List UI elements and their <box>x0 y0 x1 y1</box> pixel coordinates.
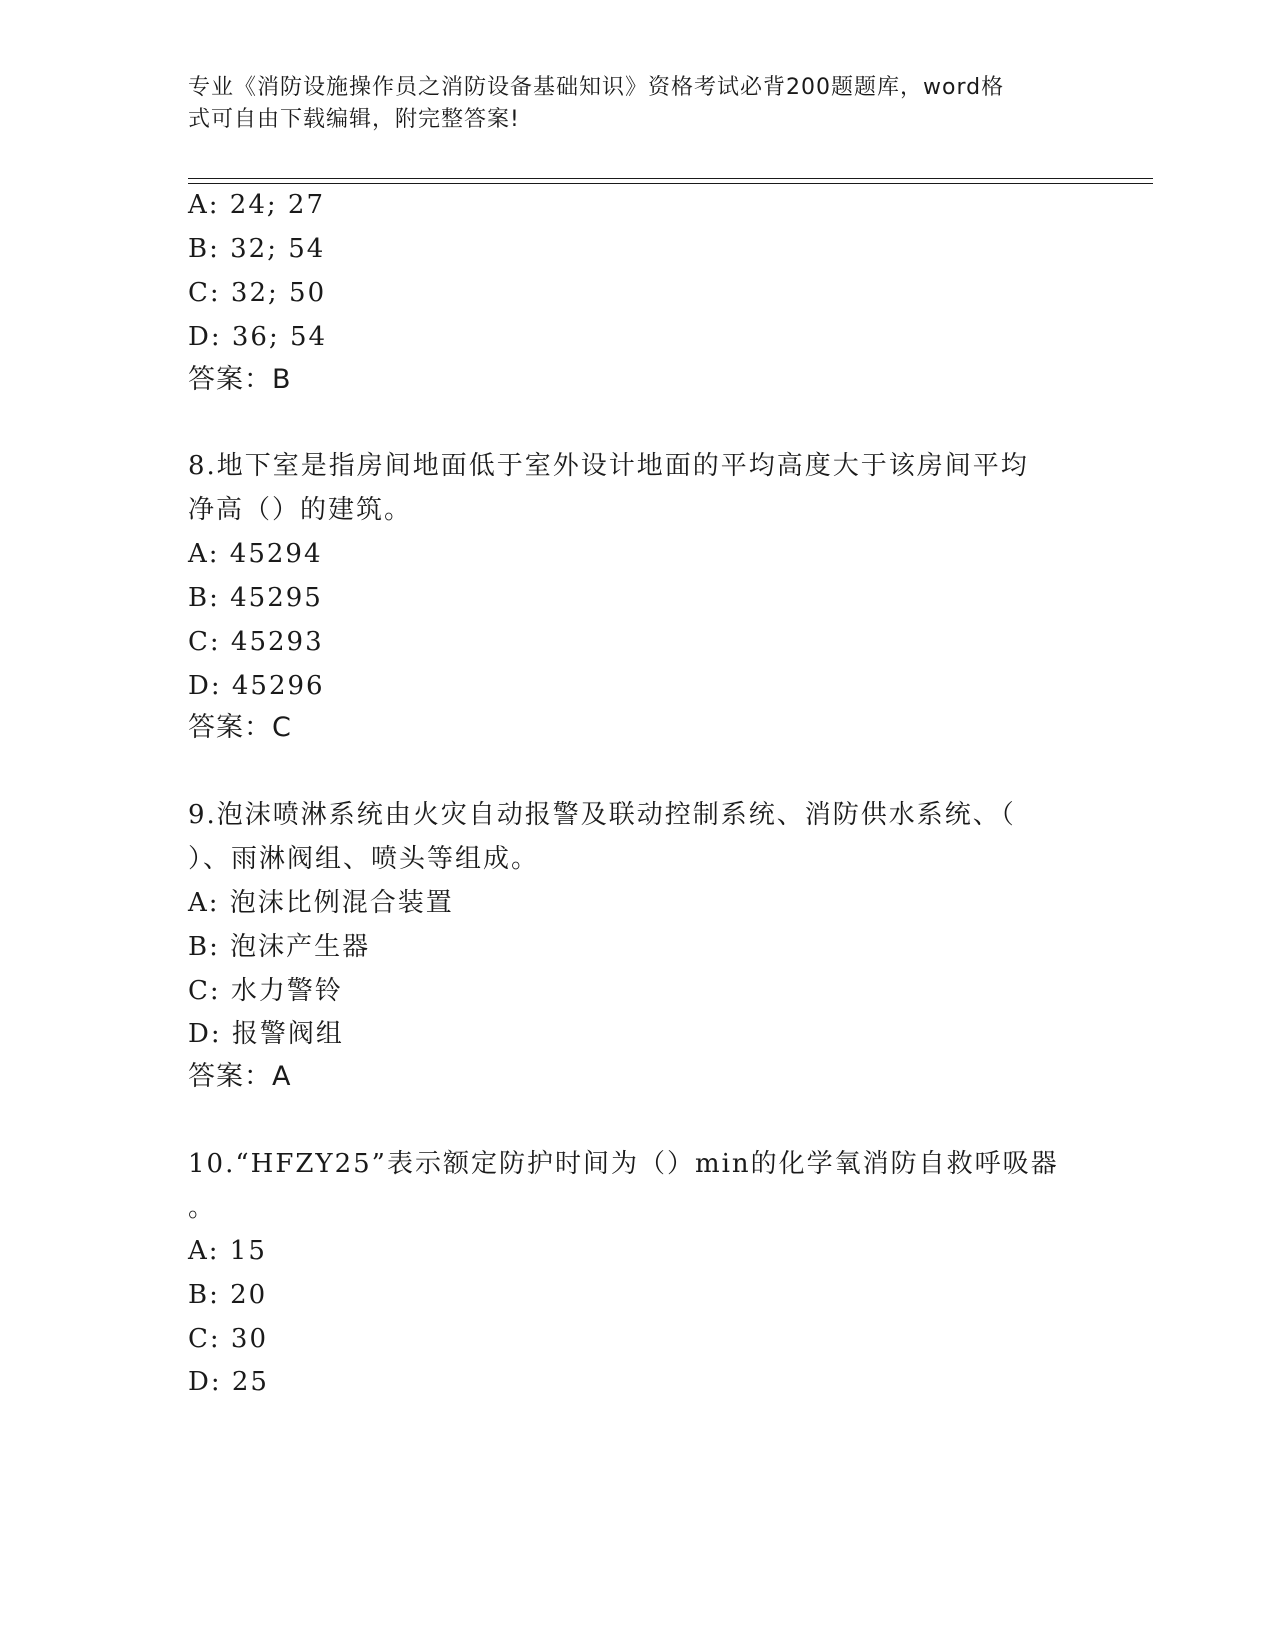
header-divider-bottom <box>188 183 1153 184</box>
q8-option-b: B: 45295 <box>188 583 323 613</box>
q10-stem-line-2: 。 <box>188 1193 217 1223</box>
header-divider-top <box>188 178 1153 179</box>
q9-option-d: D: 报警阀组 <box>188 1019 344 1049</box>
q7-answer: 答案：B <box>188 364 292 395</box>
q8-stem-line-2: 净高（）的建筑。 <box>188 495 413 525</box>
q8-option-d: D: 45296 <box>188 671 325 701</box>
q9-option-b: B: 泡沫产生器 <box>188 932 371 962</box>
q8-option-a: A: 45294 <box>188 539 323 569</box>
q7-option-b: B: 32; 54 <box>188 234 326 264</box>
header-line-2: 式可自由下载编辑，附完整答案! <box>188 107 520 132</box>
q9-stem-line-2: ）、雨淋阀组、喷头等组成。 <box>188 844 540 874</box>
q10-option-d: D: 25 <box>188 1367 269 1397</box>
document-header <box>188 72 1068 136</box>
q7-option-d: D: 36; 54 <box>188 322 328 352</box>
q8-answer: 答案：C <box>188 712 292 743</box>
q7-option-a: A: 24; 27 <box>188 190 325 220</box>
q10-option-a: A: 15 <box>188 1236 267 1266</box>
q9-stem-line-1: 9.泡沫喷淋系统由火灾自动报警及联动控制系统、消防供水系统、（ <box>188 800 1016 830</box>
q9-option-c: C: 水力警铃 <box>188 976 343 1006</box>
q10-stem-line-1: 10.“HFZY25”表示额定防护时间为（）min的化学氧消防自救呼吸器 <box>188 1149 1059 1179</box>
q8-option-c: C: 45293 <box>188 627 324 657</box>
q7-option-c: C: 32; 50 <box>188 278 327 308</box>
q10-option-b: B: 20 <box>188 1280 268 1310</box>
q8-stem-line-1: 8.地下室是指房间地面低于室外设计地面的平均高度大于该房间平均 <box>188 451 1029 481</box>
header-line-1: 专业《消防设施操作员之消防设备基础知识》资格考试必背200题题库，word格 <box>188 75 1005 100</box>
q9-option-a: A: 泡沫比例混合装置 <box>188 888 454 918</box>
q9-answer: 答案：A <box>188 1061 292 1092</box>
q10-option-c: C: 30 <box>188 1324 269 1354</box>
